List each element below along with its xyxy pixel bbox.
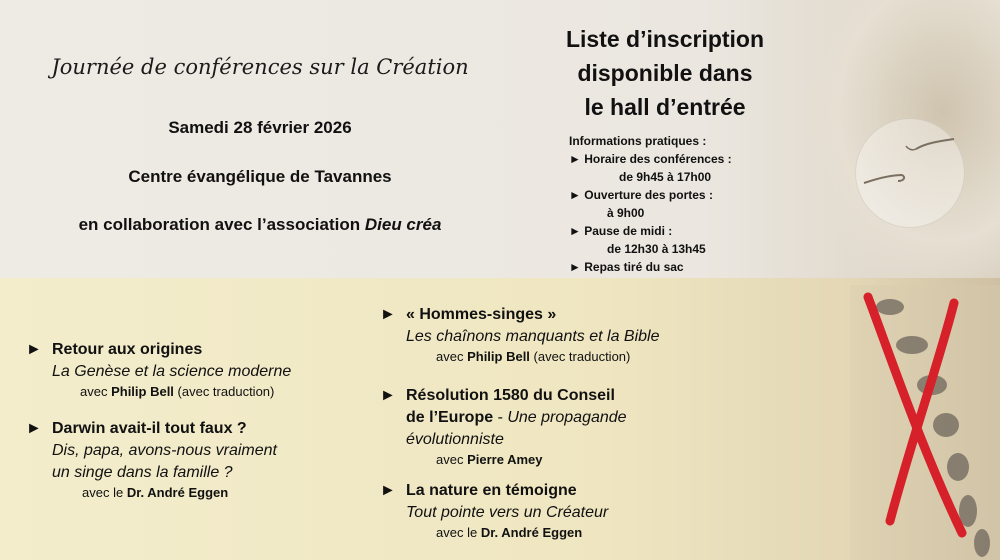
talk-speaker: avec le Dr. André Eggen [436,525,583,540]
bullet-icon: ► [26,341,42,358]
practical-item-meal: ► Repas tiré du sac [569,260,684,274]
figures-background [850,285,1000,560]
event-title: Journée de conférences sur la Création [51,55,469,79]
talk-subtitle-line-2: un singe dans la famille ? [52,464,233,481]
hands-drawing [856,119,964,227]
talk-title-line-1: Résolution 1580 du Conseil [406,387,615,404]
event-venue: Centre évangélique de Tavannes [128,167,392,186]
registration-line-3: le hall d’entrée [584,94,746,120]
practical-info [569,132,732,276]
bullet-icon: ► [569,152,581,166]
header-band [0,0,1000,278]
talk-3 [380,304,660,366]
practical-value-doors: à 9h00 [607,206,645,220]
bullet-icon: ► [380,482,396,499]
collab-prefix: en collaboration avec l’association [78,215,365,234]
bullet-icon: ► [380,387,396,404]
event-date: Samedi 28 février 2026 [168,118,352,137]
bullet-icon: ► [569,188,581,202]
talk-subtitle: La Genèse et la science moderne [52,363,292,380]
practical-item-lunch: ► Pause de midi : [569,224,673,238]
registration-line-2: disponible dans [577,60,753,86]
hands-circle-image [855,118,965,228]
talk-speaker: avec Philip Bell (avec traduction) [80,384,275,399]
registration-notice [530,22,800,124]
talk-title: « Hommes-singes » [406,306,557,323]
talk-1 [26,339,291,401]
collab-name: Dieu créa [364,215,442,234]
practical-heading: Informations pratiques : [569,134,707,148]
talk-title: Retour aux origines [52,341,203,358]
bullet-icon: ► [26,420,42,437]
talk-subtitle: Les chaînons manquants et la Bible [406,328,660,345]
talk-4 [380,385,627,469]
talk-subtitle: Tout pointe vers un Créateur [406,504,609,521]
collaboration-line [30,215,490,235]
bullet-icon: ► [569,224,581,238]
talk-2 [26,418,277,502]
bullet-icon: ► [569,260,581,274]
practical-item-doors: ► Ouverture des portes : [569,188,713,202]
talk-speaker: avec le Dr. André Eggen [82,485,229,500]
talk-title-line-2: de l’Europe - Une propagande [406,409,627,426]
talk-subtitle: évolutionniste [406,431,504,448]
talk-5 [380,480,608,542]
talk-speaker: avec Pierre Amey [436,452,543,467]
talk-title: Darwin avait-il tout faux ? [52,420,247,437]
practical-value-schedule: de 9h45 à 17h00 [619,170,712,184]
bullet-icon: ► [380,306,396,323]
practical-item-schedule: ► Horaire des conférences : [569,152,732,166]
registration-line-1: Liste d’inscription [565,26,765,52]
talk-speaker: avec Philip Bell (avec traduction) [436,349,631,364]
talk-subtitle-line-1: Dis, papa, avons-nous vraiment [52,442,277,459]
talk-title: La nature en témoigne [406,482,577,499]
practical-value-lunch: de 12h30 à 13h45 [607,242,706,256]
evolution-crossed-image [850,285,1000,560]
